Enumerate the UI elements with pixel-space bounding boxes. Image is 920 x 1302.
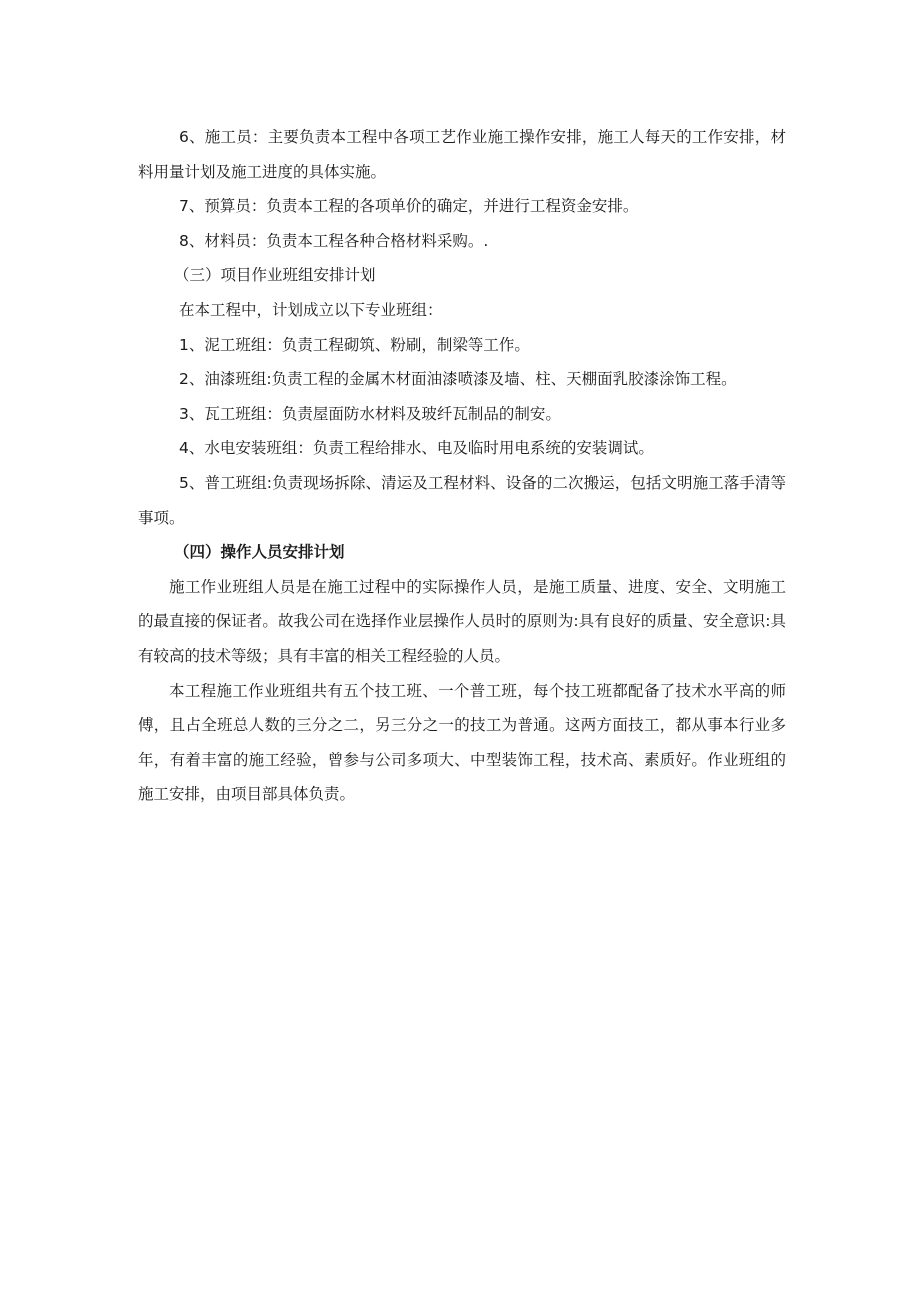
paragraph-staffing-principles: 施工作业班组人员是在施工过程中的实际操作人员，是施工质量、进度、安全、文明施工的最直接的保证者。故我公司在选择作业层操作人员时的原则为:具有良好的质量、安全意识:具有较高的技术等级；具有丰富的相关工程经验的人员。 <box>138 577 786 665</box>
paragraph-budget-officer: 7、预算员：负责本工程的各项单价的确定，并进行工程资金安排。 <box>179 197 639 216</box>
section-heading-staffing-plan: （四）操作人员安排计划 <box>174 543 345 562</box>
paragraph-plumbing-electrical-team: 4、水电安装班组：负责工程给排水、电及临时用电系统的安装调试。 <box>179 439 654 458</box>
paragraph-tile-team: 3、瓦工班组：负责屋面防水材料及玻纤瓦制品的制安。 <box>179 404 561 423</box>
paragraph-paint-team: 2、油漆班组:负责工程的金属木材面油漆喷漆及墙、柱、天棚面乳胶漆涂饰工程。 <box>179 370 737 389</box>
section-heading-team-plan: （三）项目作业班组安排计划 <box>174 266 376 285</box>
paragraph-construction-officer: 6、施工员：主要负责本工程中各项工艺作业施工操作安排，施工人每天的工作安排，材料用量计划及施工进度的具体实施。 <box>138 128 786 181</box>
paragraph-materials-officer: 8、材料员：负责本工程各种合格材料采购。. <box>179 231 489 250</box>
paragraph-masonry-team: 1、泥工班组：负责工程砌筑、粉刷，制梁等工作。 <box>179 335 530 354</box>
document-body <box>138 120 786 812</box>
paragraph-general-labor-team: 5、普工班组:负责现场拆除、清运及工程材料、设备的二次搬运，包括文明施工落手清等事项。 <box>138 473 786 527</box>
paragraph-team-intro: 在本工程中，计划成立以下专业班组： <box>179 300 443 319</box>
paragraph-team-composition: 本工程施工作业班组共有五个技工班、一个普工班，每个技工班都配备了技术水平高的师傅，且占全班总人数的三分之二，另三分之一的技工为普通。这两方面技工，都从事本行业多年，有着丰富的施工经验，曾参与公司多项大、中型装饰工程，技术高、素质好。作业班组的施工安排，由项目部具体负责。 <box>138 681 786 804</box>
